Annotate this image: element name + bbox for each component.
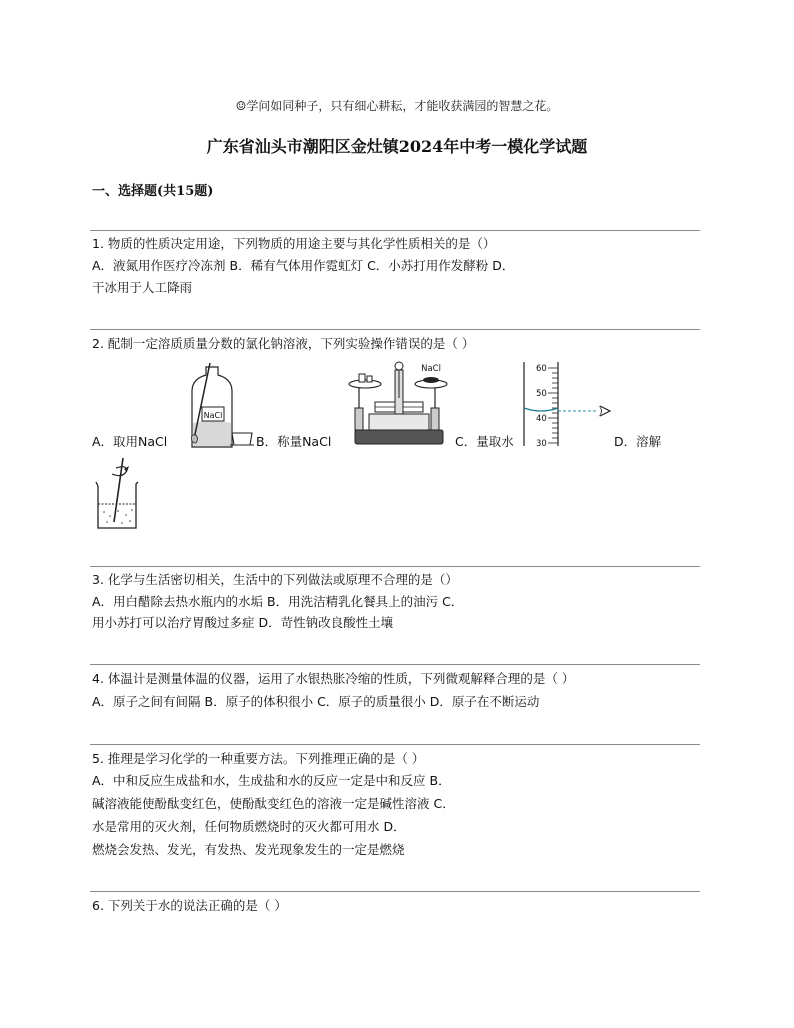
measuring-cylinder-figure <box>520 360 615 452</box>
section-heading: 一、选择题(共15题) <box>92 184 214 199</box>
question-divider <box>90 891 700 892</box>
reagent-bottle-figure <box>180 361 255 453</box>
question-1-options-line-1: A．液氮用作医疗冷冻剂 B．稀有气体用作霓虹灯 C．小苏打用作发酵粉 D． <box>92 258 515 273</box>
question-divider <box>90 329 700 330</box>
beaker-figure <box>92 456 142 532</box>
question-5-options-line-3: 水是常用的灭火剂，任何物质燃烧时的灭火都可用水 D． <box>92 819 406 834</box>
cylinder-label-40: 40 <box>536 414 547 424</box>
question-5-options-line-4: 燃烧会发热、发光，有发热、发光现象发生的一定是燃烧 <box>92 842 405 857</box>
question-3-options-line-2: 用小苏打可以治疗胃酸过多症 D．苛性钠改良酸性土壤 <box>92 615 394 630</box>
balance-label-text: NaCl <box>421 364 441 374</box>
cylinder-label-50: 50 <box>536 389 547 399</box>
question-6-stem: 6. 下列关于水的说法正确的是（ ） <box>92 898 287 913</box>
question-3-stem: 3. 化学与生活密切相关，生活中的下列做法或原理不合理的是（） <box>92 572 458 587</box>
question-3-options-line-1: A．用白醋除去热水瓶内的水垢 B．用洗洁精乳化餐具上的油污 C． <box>92 594 464 609</box>
balance-figure <box>345 358 453 450</box>
question-divider <box>90 664 700 665</box>
motto-line: ☺学问如同种子，只有细心耕耘，才能收获满园的智慧之花。 <box>235 99 559 113</box>
question-5-stem: 5. 推理是学习化学的一种重要方法。下列推理正确的是（ ） <box>92 751 425 766</box>
question-5-options-line-2: 碱溶液能使酚酞变红色，使酚酞变红色的溶液一定是碱性溶液 C． <box>92 796 455 811</box>
question-1-options-line-2: 干冰用于人工降雨 <box>92 280 193 295</box>
bottle-label-text: NaCl <box>203 411 223 420</box>
cylinder-label-60: 60 <box>536 364 547 374</box>
question-2-option-c: C．量取水 <box>455 434 514 449</box>
question-2-stem: 2. 配制一定溶质质量分数的氯化钠溶液，下列实验操作错误的是（ ） <box>92 336 475 351</box>
question-1-stem: 1. 物质的性质决定用途，下列物质的用途主要与其化学性质相关的是（） <box>92 236 496 251</box>
page-title: 广东省汕头市潮阳区金灶镇2024年中考一模化学试题 <box>206 137 588 156</box>
question-divider <box>90 230 700 231</box>
question-5-options-line-1: A．中和反应生成盐和水，生成盐和水的反应一定是中和反应 B． <box>92 773 451 788</box>
cylinder-label-30: 30 <box>536 439 547 449</box>
question-2-option-a: A．取用NaCl <box>92 434 168 449</box>
question-4-options-line-1: A．原子之间有间隔 B．原子的体积很小 C．原子的质量很小 D．原子在不断运动 <box>92 694 540 709</box>
question-divider <box>90 566 700 567</box>
question-4-stem: 4. 体温计是测量体温的仪器，运用了水银热胀冷缩的性质，下列微观解释合理的是（ ） <box>92 671 575 686</box>
question-2-option-d: D．溶解 <box>614 434 662 449</box>
question-2-option-b: B．称量NaCl <box>256 434 332 449</box>
question-divider <box>90 744 700 745</box>
